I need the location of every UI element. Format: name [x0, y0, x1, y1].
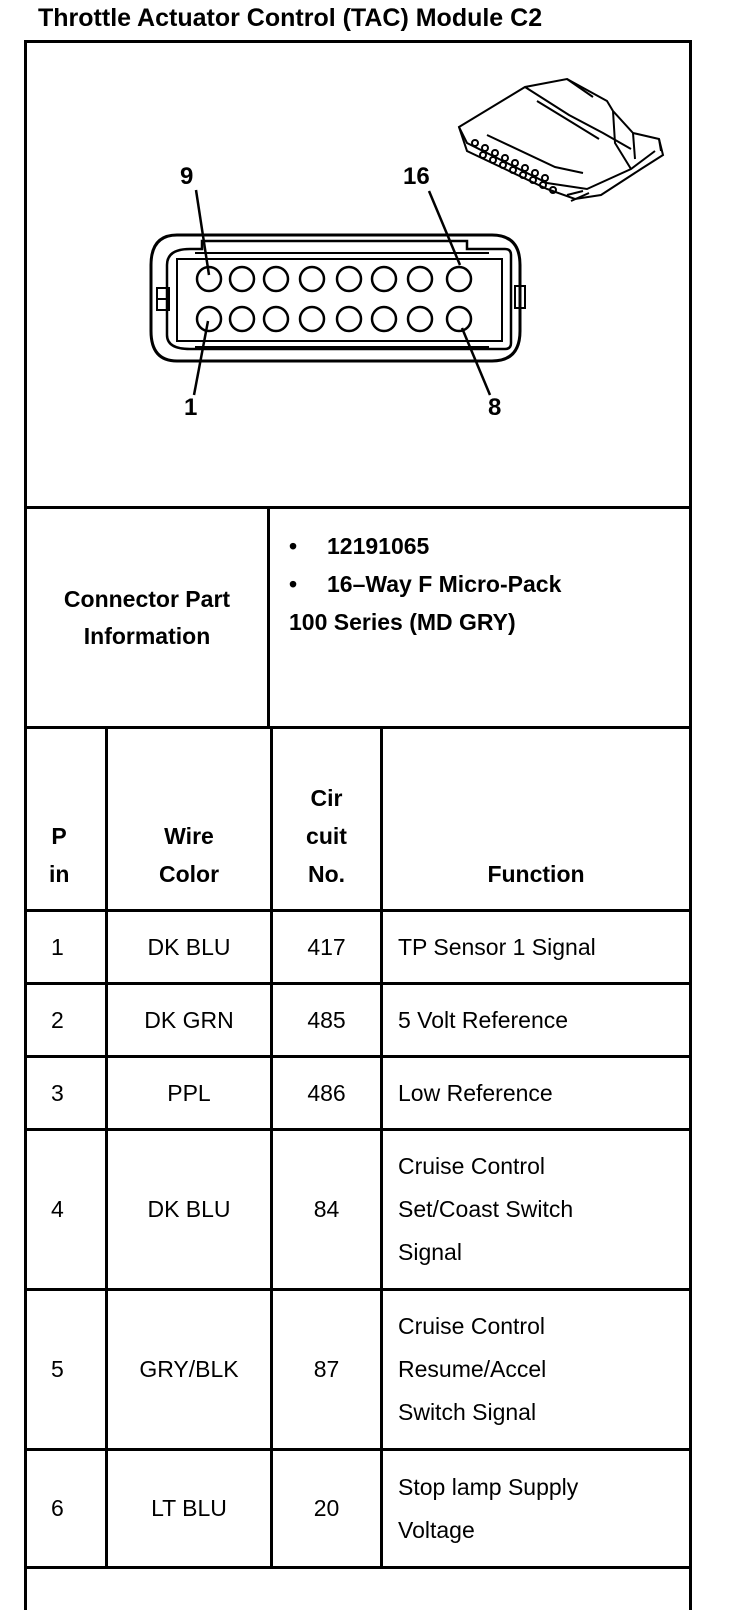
cell-function: Cruise Control Set/Coast Switch Signal [380, 1131, 689, 1288]
page-title: Throttle Actuator Control (TAC) Module C2 [38, 4, 543, 32]
header-circuit: Cir cuit No. [270, 729, 380, 909]
table-row [27, 1058, 689, 1131]
cell-function: Stop lamp Supply Voltage [380, 1451, 689, 1566]
connector-part-info [27, 509, 689, 729]
table-header-row [27, 729, 689, 912]
pin-cavity-12 [300, 267, 324, 291]
pin-cavity-4 [300, 307, 324, 331]
cell-pin: 4 [51, 1196, 64, 1222]
part-info-values [289, 527, 561, 641]
pin-cavity-11 [264, 267, 288, 291]
cell-function: Low Reference [380, 1058, 689, 1128]
pin-label-1: 1 [184, 394, 198, 421]
connector-series: 100 Series (MD GRY) [289, 609, 516, 635]
bullet-icon: • [289, 571, 298, 597]
cell-pin: 2 [51, 1006, 64, 1033]
pin-cavity-10 [230, 267, 254, 291]
cell-function: Cruise Control Resume/Accel Switch Signal [380, 1291, 689, 1448]
cell-circuit: 87 [270, 1291, 380, 1448]
pin-cavity-14 [372, 267, 396, 291]
cell-circuit: 84 [270, 1131, 380, 1288]
cell-wire-color: DK BLU [105, 912, 270, 982]
connector-sheet [24, 40, 692, 1610]
cell-circuit: 485 [270, 985, 380, 1055]
table-row [27, 1131, 689, 1291]
table-row [27, 985, 689, 1058]
pin-cavity-15 [408, 267, 432, 291]
cell-pin: 5 [51, 1356, 64, 1382]
pin-cavity-7 [408, 307, 432, 331]
cell-wire-color: PPL [105, 1058, 270, 1128]
connector-diagram [27, 43, 689, 509]
pin-label-9: 9 [180, 163, 194, 190]
pin-cavity-2 [230, 307, 254, 331]
table-row [27, 912, 689, 985]
header-function: Function [380, 729, 689, 909]
cell-function: TP Sensor 1 Signal [380, 912, 689, 982]
bullet-icon: • [289, 533, 298, 559]
cell-circuit: 486 [270, 1058, 380, 1128]
pinout-table [27, 729, 689, 1569]
table-row [27, 1291, 689, 1451]
cell-wire-color: GRY/BLK [105, 1291, 270, 1448]
pin-cavity-13 [337, 267, 361, 291]
cell-circuit: 417 [270, 912, 380, 982]
connector-face-drawing [27, 43, 689, 506]
connector-3d-sketch [459, 79, 663, 201]
pin-cavity-16 [447, 267, 471, 291]
cell-pin: 3 [51, 1079, 64, 1106]
part-info-label: Connector Part Information [27, 509, 270, 726]
connector-type: • 16–Way F Micro-Pack [289, 565, 561, 603]
header-pin: P in [49, 823, 70, 887]
cell-wire-color: DK GRN [105, 985, 270, 1055]
cell-circuit: 20 [270, 1451, 380, 1566]
pin-cavity-8 [447, 307, 471, 331]
cell-wire-color: LT BLU [105, 1451, 270, 1566]
pin-cavity-6 [372, 307, 396, 331]
table-row [27, 1451, 689, 1569]
cell-function: 5 Volt Reference [380, 985, 689, 1055]
cell-wire-color: DK BLU [105, 1131, 270, 1288]
pin-label-8: 8 [488, 394, 502, 421]
cell-pin: 1 [51, 933, 64, 960]
part-number: • 12191065 [289, 527, 561, 565]
cell-pin: 6 [51, 1495, 64, 1521]
pin-cavity-1 [197, 307, 221, 331]
pin-label-16: 16 [403, 163, 430, 190]
header-wire-color: Wire Color [105, 729, 270, 909]
pin-cavity-5 [337, 307, 361, 331]
pin-cavity-3 [264, 307, 288, 331]
